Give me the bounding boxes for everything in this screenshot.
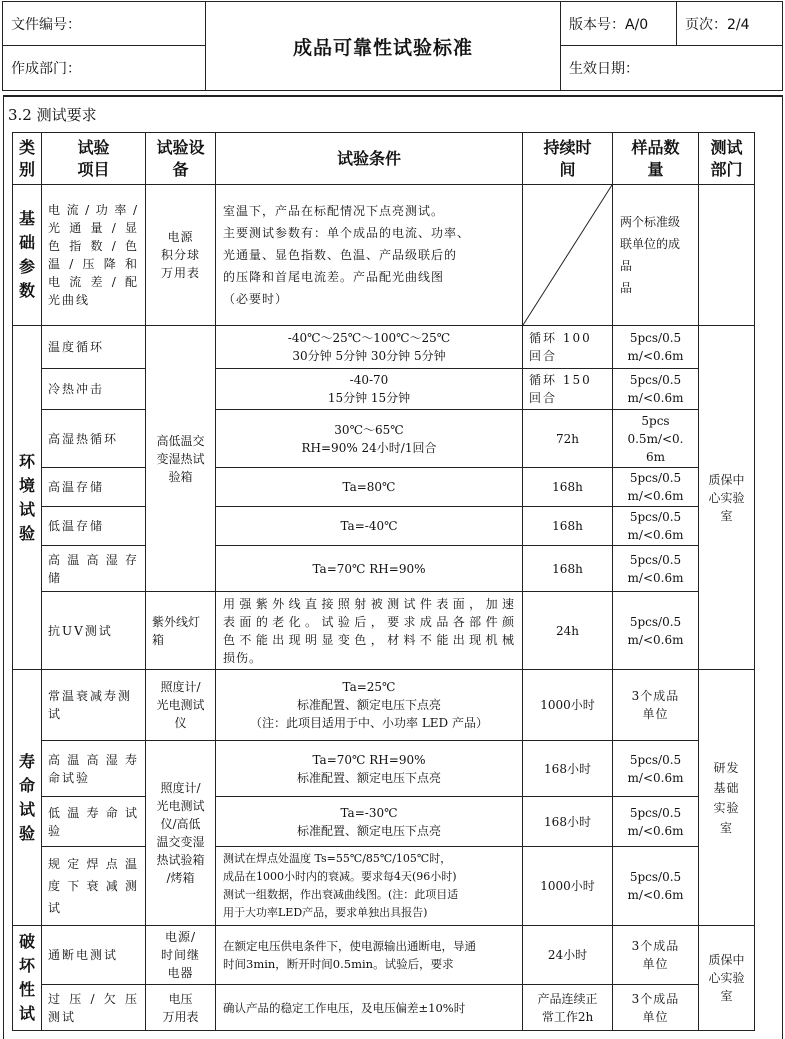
sample-solder-point-decay: 5pcs/0.5 m/<0.6m [613,847,699,926]
table-row [13,985,755,1031]
table-row [13,847,755,926]
duration-uv: 24h [523,592,613,670]
condition-uv: 用强紫外线直接照射被测试件表面，加速 表面的老化。试验后，要求成品各部件颜 色不能出现明显变色，材料不能出现机械 损伤。 [216,592,523,670]
table-row [13,546,755,592]
sample-uv: 5pcs/0.5 m/<0.6m [613,592,699,670]
item-high-temp-humid-life: 高温高湿寿 命试验 [42,741,146,797]
sample-high-temp-storage: 5pcs/0.5 m/<0.6m [613,468,699,507]
effective-date-label: 生效日期： [561,46,783,91]
sample-low-temp-life: 5pcs/0.5 m/<0.6m [613,797,699,847]
table-row [13,670,755,741]
item-high-temp-storage: 高温存储 [42,468,146,507]
sample-basic: 两个标准级 联单位的成品 品 [613,185,699,326]
dept-life: 研发 基础 实验 室 [699,670,755,926]
condition-temp-cycle: -40℃～25℃～100℃～25℃ 30分钟 5分钟 30分钟 5分钟 [216,326,523,369]
header-duration: 持续时 间 [523,133,613,185]
dept-label: 作成部门： [3,46,206,91]
equipment-life-first: 照度计/ 光电测试 仪 [146,670,216,741]
duration-low-temp-storage: 168h [523,507,613,546]
condition-thermal-shock: -40-70 15分钟 15分钟 [216,369,523,410]
equipment-uv: 紫外线灯 箱 [146,592,216,670]
item-basic: 电流/功率/ 光通量/显 色指数/色 温/压降和 电流差/配 光曲线 [42,185,146,326]
condition-basic: 室温下，产品在标配情况下点亮测试。 主要测试参数有：单个成品的电流、功率、 光通量、显色指数、色温、产品级联后的 的压降和首尾电流差。产品配光曲线图 （必要时） [216,185,523,326]
table-row [13,926,755,985]
condition-low-temp-life: Ta=-30℃ 标准配置、额定电压下点亮 [216,797,523,847]
category-destructive: 破 坏 性 试 [13,926,42,1031]
page-number: 页次：2/4 [677,2,783,46]
duration-low-temp-life: 168小时 [523,797,613,847]
header-sample: 样品数 量 [613,133,699,185]
item-thermal-shock: 冷热冲击 [42,369,146,410]
item-humid-heat-cycle: 高湿热循环 [42,410,146,468]
sample-normal-temp-life: 3个成品 单位 [613,670,699,741]
category-life: 寿 命 试 验 [13,670,42,926]
item-low-temp-life: 低温寿命试 验 [42,797,146,847]
condition-voltage: 确认产品的稳定工作电压，及电压偏差±10%时 [216,985,523,1031]
item-over-under-voltage: 过压/欠压 测试 [42,985,146,1031]
condition-on-off: 在额定电压供电条件下，使电源输出通断电，导通 时间3min，断开时间0.5min。试验后，要求 [216,926,523,985]
test-requirements-table [12,132,755,1031]
duration-solder-point-decay: 1000小时 [523,847,613,926]
table-row [13,369,755,410]
diagonal-line [523,185,612,325]
document-header [2,1,783,91]
dept-basic [699,185,755,326]
sample-high-temp-humid-life: 5pcs/0.5 m/<0.6m [613,741,699,797]
equipment-basic: 电源 积分球 万用表 [146,185,216,326]
sample-thermal-shock: 5pcs/0.5 m/<0.6m [613,369,699,410]
doc-no-label: 文件编号： [3,2,206,46]
table-row [13,507,755,546]
table-row [13,185,755,326]
header-item: 试验 项目 [42,133,146,185]
header-equipment: 试验设 备 [146,133,216,185]
category-basic: 基 础 参 数 [13,185,42,326]
condition-high-temp-humid-life: Ta=70℃ RH=90% 标准配置、额定电压下点亮 [216,741,523,797]
duration-humid-heat-cycle: 72h [523,410,613,468]
item-low-temp-storage: 低温存储 [42,507,146,546]
duration-voltage: 产品连续正 常工作2h [523,985,613,1031]
item-on-off-test: 通断电测试 [42,926,146,985]
item-uv-test: 抗UV测试 [42,592,146,670]
condition-normal-temp-life: Ta=25℃ 标准配置、额定电压下点亮 （注：此项目适用于中、小功率 LED 产品） [216,670,523,741]
sample-humid-heat-cycle: 5pcs 0.5m/<0. 6m [613,410,699,468]
category-env: 环 境 试 验 [13,326,42,670]
document-title: 成品可靠性试验标准 [206,2,561,91]
table-row [13,410,755,468]
duration-temp-cycle: 循环 100 回合 [523,326,613,369]
duration-normal-temp-life: 1000小时 [523,670,613,741]
table-row [13,592,755,670]
duration-high-temp-storage: 168h [523,468,613,507]
condition-humid-heat-cycle: 30℃～65℃ RH=90% 24小时/1回合 [216,410,523,468]
item-temp-cycle: 温度循环 [42,326,146,369]
equipment-voltage: 电压 万用表 [146,985,216,1031]
equipment-on-off: 电源/ 时间继 电器 [146,926,216,985]
table-row [13,797,755,847]
sample-voltage: 3个成品 单位 [613,985,699,1031]
table-row [13,468,755,507]
sample-temp-cycle: 5pcs/0.5 m/<0.6m [613,326,699,369]
condition-high-temp-storage: Ta=80℃ [216,468,523,507]
sample-on-off: 3个成品 单位 [613,926,699,985]
duration-thermal-shock: 循环 150 回合 [523,369,613,410]
duration-high-temp-humid-storage: 168h [523,546,613,592]
item-solder-point-decay: 规定焊点温 度下衰减测 试 [42,847,146,926]
condition-low-temp-storage: Ta=-40℃ [216,507,523,546]
duration-high-temp-humid-life: 168小时 [523,741,613,797]
table-row [13,326,755,369]
dept-env: 质保中 心实验 室 [699,326,755,670]
header-condition: 试验条件 [216,133,523,185]
sample-low-temp-storage: 5pcs/0.5 m/<0.6m [613,507,699,546]
duration-on-off: 24小时 [523,926,613,985]
item-high-temp-humid-storage: 高温高湿存 储 [42,546,146,592]
header-dept: 测试 部门 [699,133,755,185]
condition-solder-point-decay: 测试在焊点处温度 Ts=55℃/85℃/105℃时， 成品在1000小时内的衰减。要求每4天(96小时) 测试一组数据，作出衰减曲线图。(注：此项目适 用于大功率LED产品，要求单独出具报告) [216,847,523,926]
section-title: 3.2 测试要求 [8,106,97,124]
dept-destructive: 质保中 心实验 室 [699,926,755,1031]
item-normal-temp-life: 常温衰减寿测 试 [42,670,146,741]
table-row [13,741,755,797]
equipment-life-shared: 照度计/ 光电测试 仪/高低 温交变湿 热试验箱 /烤箱 [146,741,216,926]
duration-basic-empty [523,185,613,326]
condition-high-temp-humid-storage: Ta=70℃ RH=90% [216,546,523,592]
sample-high-temp-humid-storage: 5pcs/0.5 m/<0.6m [613,546,699,592]
version-label: 版本号：A/0 [561,2,677,46]
table-header-row [13,133,755,185]
header-category: 类 别 [13,133,42,185]
equipment-env: 高低温交 变湿热试 验箱 [146,326,216,592]
